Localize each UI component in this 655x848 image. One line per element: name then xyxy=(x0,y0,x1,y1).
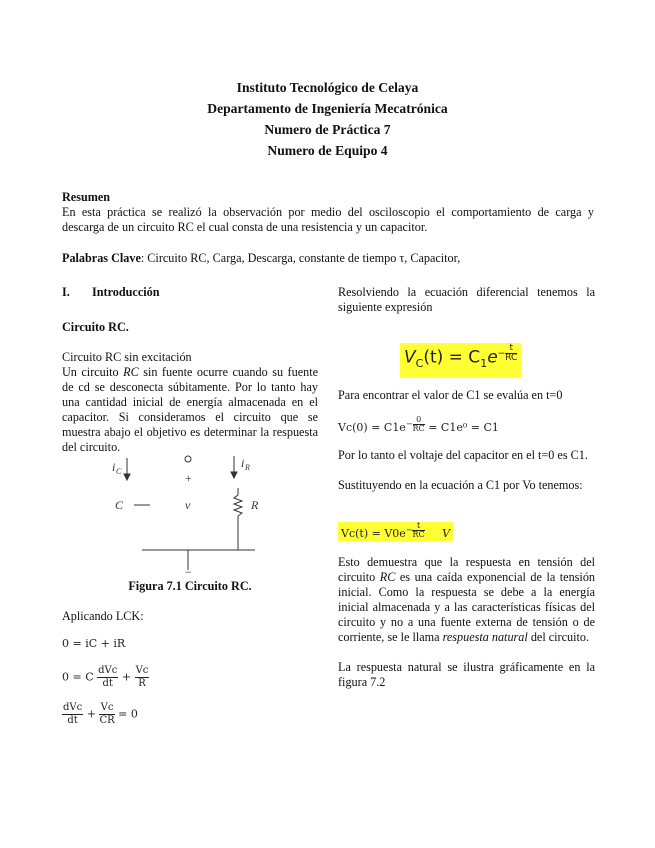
right-paragraph-4: Sustituyendo en la ecuación a C1 por Vo tenemos: xyxy=(338,478,583,492)
ic-sub: C xyxy=(116,467,122,476)
plus-sign: + xyxy=(185,471,192,485)
subheading-rc: Circuito RC. xyxy=(62,320,129,334)
lck-label: Aplicando LCK: xyxy=(62,609,144,623)
department: Departamento de Ingeniería Mecatrónica xyxy=(207,101,448,116)
capacitor-label: C xyxy=(115,498,124,512)
equation-v0: Vc(t) = V0e− $\frac{t}{RC}$ V xyxy=(338,522,453,541)
section-title: Introducción xyxy=(92,285,160,299)
intro-paragraph: Un circuito RC sin fuente ocurre cuando su fuente de cd se desconecta súbitamente. Por lo tanto hay una cantidad inicial de energía almacenada en el capacitor. Si consideramos el circuito que se muestra abajo el objetivo es determinar la respuesta del circuito. xyxy=(62,365,318,454)
resistor-label: R xyxy=(251,498,259,512)
ir-label: i xyxy=(241,456,245,470)
right-paragraph-1: Resolviendo la ecuación diferencial tenemos la siguiente expresión xyxy=(338,285,595,314)
right-paragraph-3: Por lo tanto el voltaje del capacitor en el t=0 es C1. xyxy=(338,448,588,462)
abstract-heading: Resumen xyxy=(62,190,111,204)
main-equation: $V_C(t) = C_1e-$ $\frac{t}{RC}$ xyxy=(400,343,521,378)
voltage-label: v xyxy=(185,498,191,512)
abstract-body xyxy=(62,205,594,235)
ir-sub: R xyxy=(245,463,250,472)
right-paragraph-2: Para encontrar el valor de C1 se evalúa en t=0 xyxy=(338,388,563,402)
abstract-line-2: descarga de un circuito RC el cual consta de una resistencia y un capacitor. xyxy=(62,220,428,234)
practice-number: Numero de Práctica 7 xyxy=(264,122,391,137)
minus-sign: − xyxy=(185,565,192,577)
keywords-text: : Circuito RC, Carga, Descarga, constante de tiempo τ, Capacitor, xyxy=(140,251,461,265)
ic-label: i xyxy=(112,460,116,474)
ic-arrow-head xyxy=(124,474,130,480)
right-paragraph-6: La respuesta natural se ilustra gráficamente en la figura 7.2 xyxy=(338,660,595,689)
ir-arrow-head xyxy=(231,472,237,478)
team-number: Numero de Equipo 4 xyxy=(267,143,388,158)
institution: Instituto Tecnológico de Celaya xyxy=(236,80,419,95)
figure-caption: Figura 7.1 Circuito RC. xyxy=(128,579,252,593)
keywords-label: Palabras Clave xyxy=(62,251,141,265)
equation-kcl-3: $\frac{\text{dVc}}{dt}$ + $\frac{Vc}{CR}$ = 0 xyxy=(63,702,138,726)
paper-header xyxy=(0,77,655,161)
rc-circuit-diagram xyxy=(100,452,300,577)
section-number: I. xyxy=(62,285,70,299)
keywords xyxy=(62,251,602,266)
equation-c1: Vc(0) = C1e− $\frac{0}{RC}$ = C1e⁰ = C1 xyxy=(338,415,499,435)
equation-kcl-1: 0 = iC + iR xyxy=(62,637,126,650)
abstract-line-1: En esta práctica se realizó la observación por medio del osciloscopio el comportamiento de carga y xyxy=(62,205,594,219)
right-paragraph-5: Esto demuestra que la respuesta en tensión del circuito RC es una caída exponencial de la tensión inicial. Como la respuesta se debe a la energía inicial almacenada y a las características físicas del circuito y no a una fuente externa de tensión o de corriente, se le llama respuesta natural del circuito. xyxy=(338,555,596,644)
top-node xyxy=(185,456,191,462)
subheading-no-excitation: Circuito RC sin excitación xyxy=(62,350,192,364)
equation-kcl-2: 0 = C $\frac{\text{dVc}}{dt}$ + $\frac{Vc}{R}$ xyxy=(62,665,149,689)
resistor-zigzag xyxy=(234,495,242,516)
